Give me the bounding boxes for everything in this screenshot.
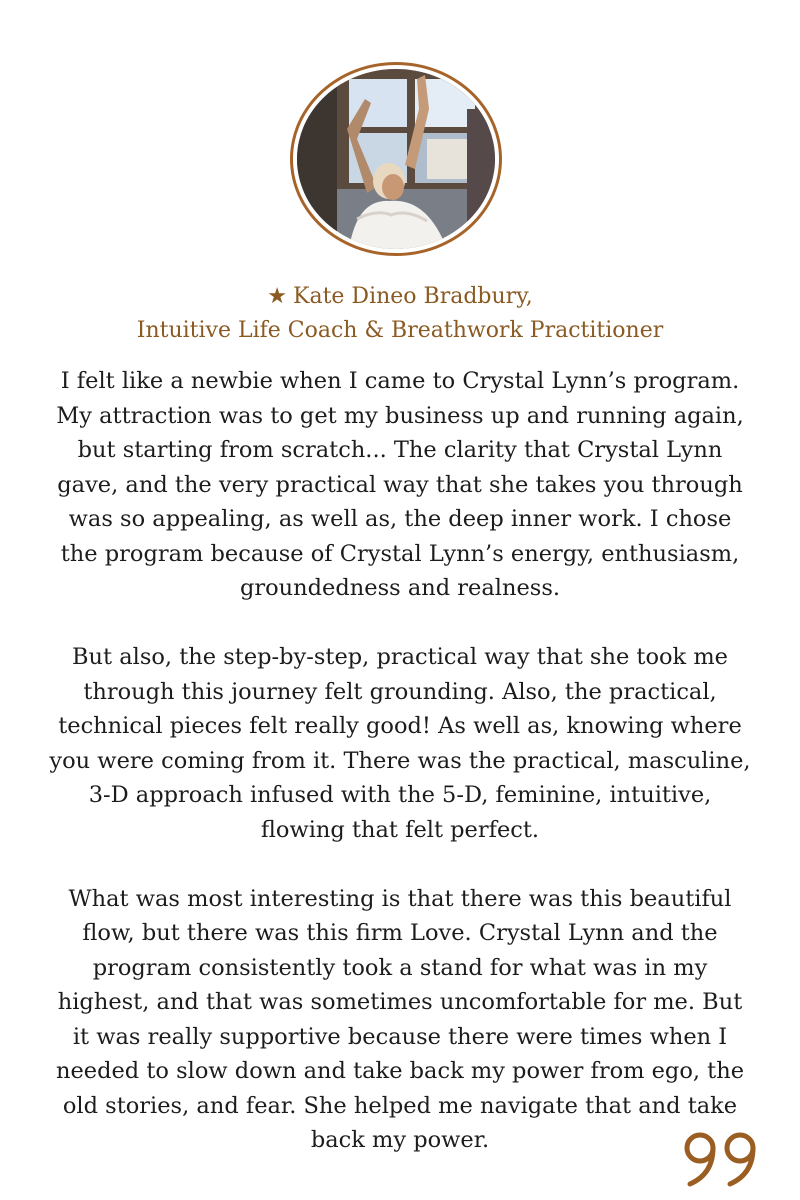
author-name: Kate Dineo Bradbury, [293, 284, 533, 309]
author-title: Intuitive Life Coach & Breathwork Practitioner [136, 318, 664, 343]
testimonial-paragraph: What was most interesting is that there was this beautiful flow, but there was this firm Love. Crystal Lynn and the program consistently took a stand for what was in my highest, and that was sometimes uncomfortable for me. But it was really supportive because there were times when I needed to slow down and take back my power from ego, the old stories, and fear. She helped me navigate that and take back my power. [55, 885, 745, 1153]
testimonial-paragraph: I felt like a newbie when I came to Crystal Lynn’s program. My attraction was to get my business up and running again, but starting from scratch... The clarity that Crystal Lynn gave, and the very practical way that she takes you through was so appealing, as well as, the deep inner work. I chose the program because of Crystal Lynn’s energy, enthusiasm, groundedness and realness. [56, 368, 744, 601]
portrait-photo [297, 69, 495, 249]
portrait-ring [290, 62, 502, 256]
star-icon: ★ [267, 284, 288, 309]
testimonial-body [48, 364, 752, 1192]
portrait-frame [290, 62, 508, 258]
closing-quote-icon [676, 1128, 766, 1188]
author-block [0, 280, 800, 348]
author-name-line [0, 280, 800, 314]
testimonial-paragraph: But also, the step-by-step, practical way that she took me through this journey felt grounding. Also, the practical, technical pieces felt really good! As well as, knowing where you were coming from it. There was the practical, masculine, 3-D approach infused with the 5-D, feminine, intuitive, flowing that felt perfect. [49, 644, 751, 843]
